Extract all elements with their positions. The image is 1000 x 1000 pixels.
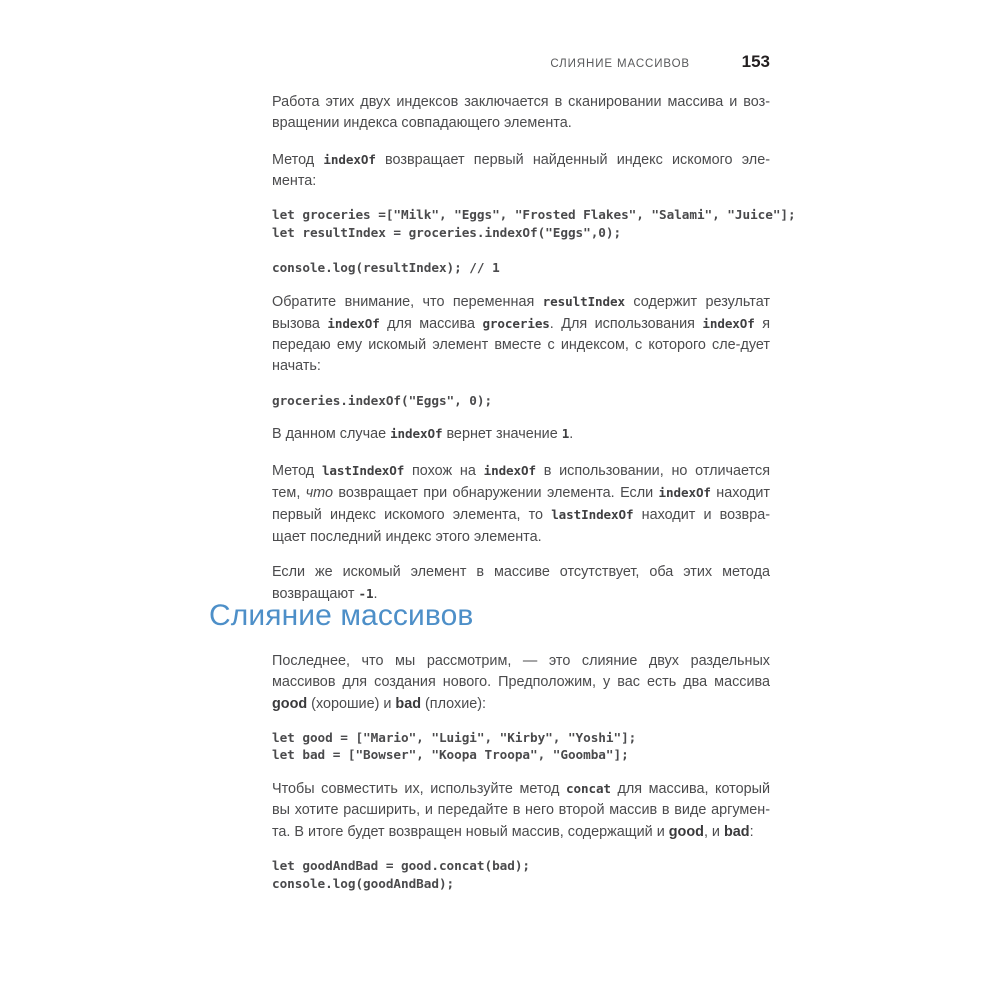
inline-code-indexof: indexOf (658, 484, 711, 500)
text-segment: , и (703, 823, 724, 840)
text-segment: в использовании, но отличается тем, (272, 462, 770, 501)
inline-code-value-one: 1 (561, 426, 570, 442)
inline-code-indexof: indexOf (327, 315, 380, 331)
paragraph-merge-intro (272, 651, 770, 715)
paragraph-line: вращении индекса совпадающего элемента. (272, 115, 572, 132)
paragraph-line: Работа этих двух индексов заключается в сканировании массива и воз- (272, 94, 770, 110)
text-segment: Метод (272, 462, 322, 479)
text-segment: (хорошие) и (307, 695, 396, 712)
inline-code-indexof: indexOf (323, 151, 376, 167)
code-block-indexof-call (272, 392, 770, 410)
text-segment: содержит результат вызова (272, 293, 770, 332)
page-number: 153 (741, 52, 770, 71)
inline-code-indexof: indexOf (702, 315, 755, 331)
text-segment: Обратите внимание, что переменная (272, 293, 543, 310)
inline-code-resultindex: resultIndex (542, 293, 625, 309)
code-line: let groceries =["Milk", "Eggs", "Frosted Flakes", "Salami", "Juice"]; (272, 207, 796, 223)
inline-code-lastindexof: lastIndexOf (321, 462, 405, 478)
text-segment: В данном случае (272, 426, 391, 443)
code-line: console.log(goodAndBad); (272, 875, 455, 891)
main-text-column (272, 92, 796, 605)
text-segment: вернет значение (442, 426, 562, 443)
inline-code-indexof: indexOf (390, 426, 443, 442)
emphasis-chto: что (305, 484, 333, 501)
merge-section-content (272, 651, 770, 892)
paragraph-index-scan (272, 92, 770, 135)
text-segment: . (569, 426, 574, 443)
paragraph-concat-explain (272, 778, 770, 843)
code-line: console.log(resultIndex); // 1 (272, 259, 500, 275)
text-segment: . (373, 586, 378, 603)
inline-code-minus-one: -1 (358, 586, 374, 602)
running-header (209, 52, 770, 72)
inline-bold-bad: bad (723, 823, 750, 840)
text-segment: Если же искомый элемент в массиве отсутствует, оба этих метода возвращают (272, 563, 770, 603)
running-header-title: СЛИЯНИЕ МАССИВОВ (550, 58, 690, 70)
inline-code-groceries: groceries (482, 315, 550, 331)
text-segment: возвращает первый найденный индекс искомого эле-мента: (272, 151, 770, 189)
paragraph-indexof-intro (272, 149, 770, 193)
inline-bold-good: good (668, 823, 704, 840)
paragraph-lastindexof (272, 460, 770, 548)
text-segment: я передаю ему искомый элемент вместе с индексом, с которого сле-дует начать: (272, 315, 770, 375)
code-line: let bad = ["Bowser", "Koopa Troopa", "Goomba"]; (272, 747, 629, 763)
text-segment: Чтобы совместить их, используйте метод (272, 781, 567, 798)
text-segment: (плохие): (421, 695, 487, 712)
inline-code-indexof: indexOf (483, 462, 536, 478)
code-block-groceries (272, 206, 796, 276)
inline-code-lastindexof: lastIndexOf (551, 507, 634, 523)
text-segment: . Для использования (549, 315, 703, 332)
text-segment: : (749, 823, 754, 840)
text-segment: для массива, который вы хотите расширить, и передайте в него второй массив в виде аргумен-та. В итоге будет возвращен новый массив, содержащий и (272, 781, 770, 840)
text-segment: находит и возвра-щает последний индекс этого элемента. (272, 507, 770, 545)
text-segment: похож на (404, 462, 484, 479)
section-heading-merge-arrays: Слияние массивов (209, 599, 474, 632)
inline-bold-bad: bad (395, 695, 422, 712)
inline-code-concat: concat (566, 781, 611, 797)
code-block-concat (272, 857, 770, 892)
code-line: groceries.indexOf("Eggs", 0); (272, 392, 493, 408)
text-segment: для массива (379, 315, 483, 332)
code-line: let resultIndex = groceries.indexOf("Eggs",0); (272, 224, 622, 240)
paragraph-returns-one (272, 423, 770, 445)
code-block-good-bad-arrays (272, 729, 770, 764)
text-segment: Последнее, что мы рассмотрим, — это слияние двух раздельных массивов для создания нового. Предположим, у вас есть два массива (272, 653, 770, 691)
code-line: let good = ["Mario", "Luigi", "Kirby", "Yoshi"]; (272, 729, 637, 745)
paragraph-resultindex-explain (272, 291, 770, 378)
inline-bold-good: good (272, 695, 308, 712)
code-line: let goodAndBad = good.concat(bad); (272, 857, 531, 873)
text-segment: Метод (272, 151, 324, 168)
text-segment: находит первый индекс искомого элемента, то (272, 484, 770, 524)
text-segment: возвращает при обнаружении элемента. Если (333, 484, 659, 501)
